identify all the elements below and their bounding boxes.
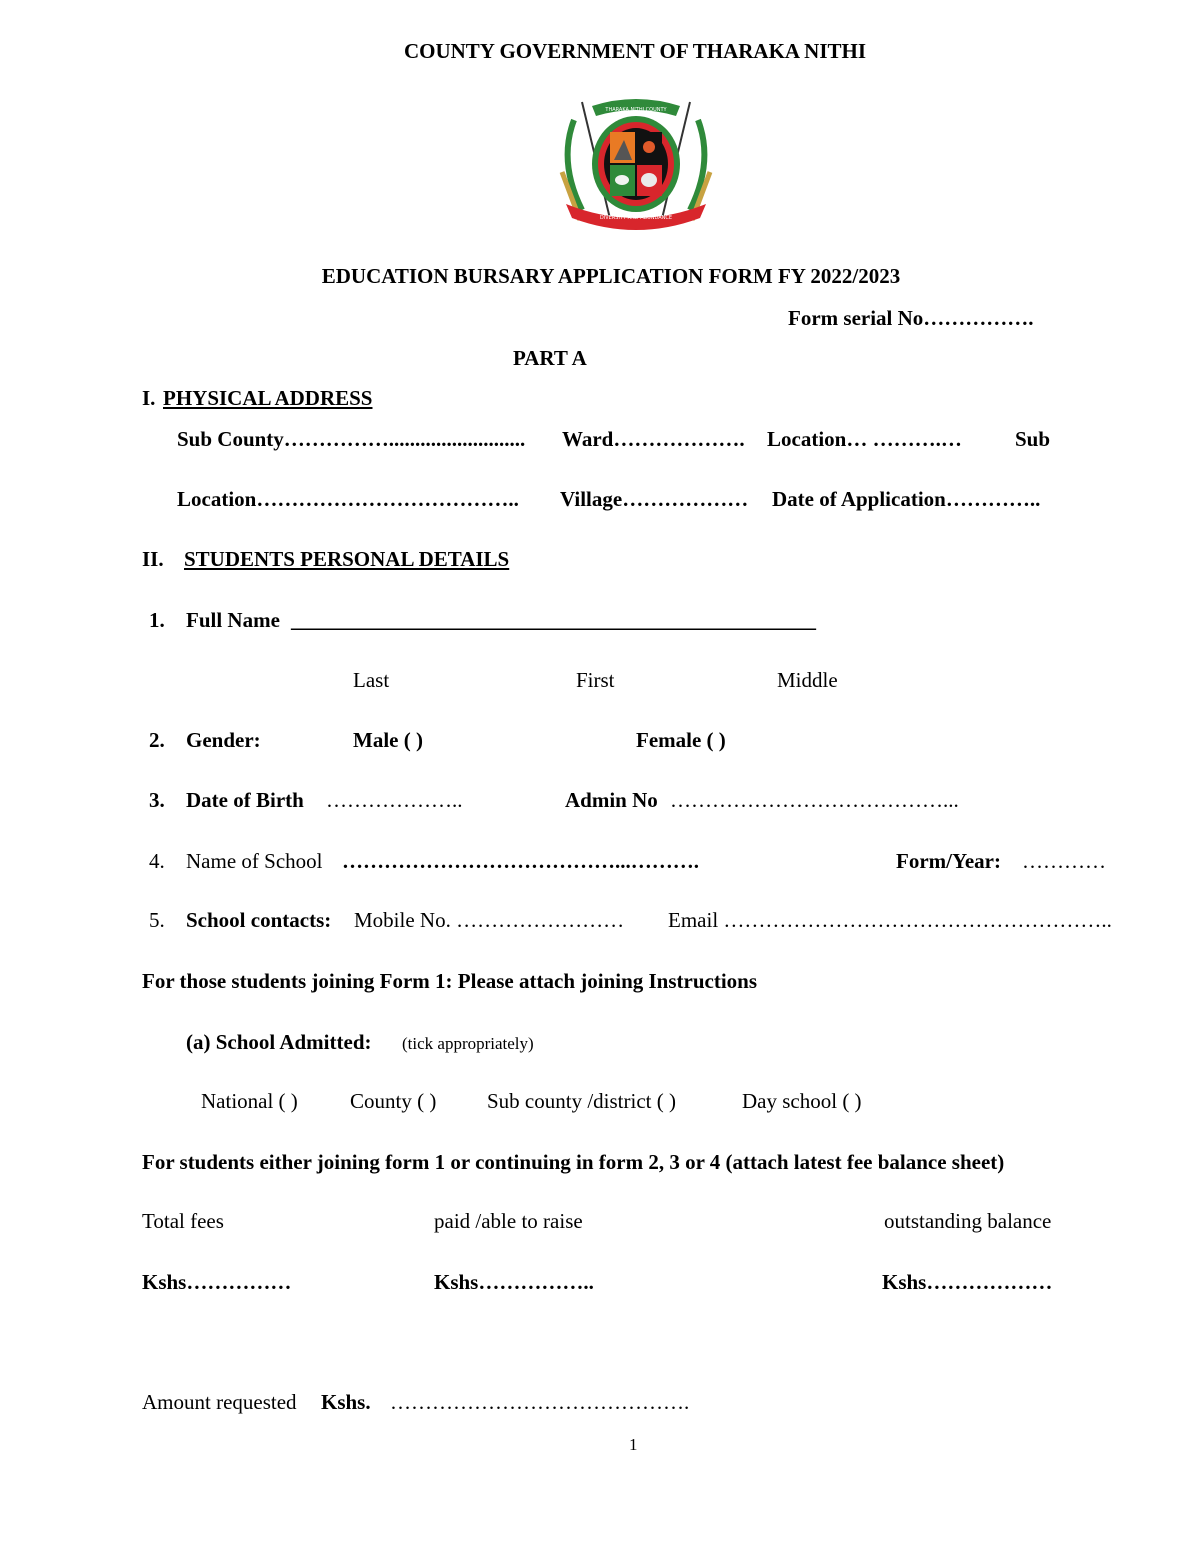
logo-banner-text: THARAKA NITHI COUNTY <box>605 107 667 113</box>
form-serial-no[interactable]: Form serial No……………. <box>788 306 1034 330</box>
sub-county-field[interactable]: Sub County…………….......................... <box>177 427 526 451</box>
village-field[interactable]: Village……………… <box>560 487 749 511</box>
form-year-field[interactable]: ………… <box>1022 849 1106 873</box>
gender-male-option[interactable]: Male ( ) <box>353 728 423 752</box>
sub-location-field[interactable]: Location……………………………….. <box>177 487 519 511</box>
section-2-heading: STUDENTS PERSONAL DETAILS <box>184 547 510 571</box>
name-middle-caption: Middle <box>777 668 838 692</box>
fees-note: For students either joining form 1 or continuing in form 2, 3 or 4 (attach latest fee balance sheet) <box>142 1150 1005 1174</box>
amount-requested-field[interactable]: ……………………………………. <box>390 1390 690 1414</box>
date-of-birth-field[interactable]: ……………….. <box>326 788 463 812</box>
paid-header: paid /able to raise <box>434 1209 583 1233</box>
amount-requested-currency: Kshs. <box>321 1390 371 1414</box>
school-type-national[interactable]: National ( ) <box>201 1089 298 1113</box>
county-title: COUNTY GOVERNMENT OF THARAKA NITHI <box>403 39 867 63</box>
amount-requested-label: Amount requested <box>142 1390 297 1414</box>
full-name-input-line[interactable]: __________________________________________________ <box>291 608 816 632</box>
admin-no-field[interactable]: …………………………………... <box>670 788 959 812</box>
tick-appropriately-hint: (tick appropriately) <box>402 1034 534 1053</box>
school-contacts-label: School contacts: <box>186 908 332 932</box>
email-field[interactable]: Email ……………………………………………….. <box>668 908 1112 932</box>
outstanding-balance-field[interactable]: Kshs……………… <box>882 1270 1053 1294</box>
form-year-label: Form/Year: <box>896 849 1001 873</box>
part-a-title: PART A <box>513 346 587 370</box>
form-1-note: For those students joining Form 1: Please attach joining Instructions <box>142 969 758 993</box>
page-number: 1 <box>629 1435 638 1454</box>
item-3-number: 3. <box>149 788 165 812</box>
name-last-caption: Last <box>353 668 390 692</box>
sub-location-label: Sub <box>1015 427 1051 451</box>
name-first-caption: First <box>576 668 615 692</box>
item-2-number: 2. <box>149 728 165 752</box>
school-name-field[interactable]: …………………………………...………. <box>342 849 699 873</box>
full-name-label: Full Name <box>186 608 280 632</box>
school-type-sub-county[interactable]: Sub county /district ( ) <box>487 1089 676 1113</box>
section-1-heading: PHYSICAL ADDRESS <box>163 386 373 410</box>
paid-field[interactable]: Kshs…………….. <box>434 1270 594 1294</box>
section-2-number: II. <box>142 547 164 571</box>
form-title: EDUCATION BURSARY APPLICATION FORM FY 2022/2023 <box>321 264 901 288</box>
item-1-number: 1. <box>149 608 165 632</box>
date-of-application-field[interactable]: Date of Application………….. <box>772 487 1041 511</box>
section-1-number: I. <box>142 386 156 410</box>
item-4-number: 4. <box>149 849 165 873</box>
total-fees-field[interactable]: Kshs…………… <box>142 1270 292 1294</box>
location-field[interactable]: Location… ……….… <box>767 427 962 451</box>
mobile-no-field[interactable]: Mobile No. …………………… <box>354 908 625 932</box>
ward-field[interactable]: Ward………………. <box>562 427 745 451</box>
outstanding-balance-header: outstanding balance <box>884 1209 1052 1233</box>
item-5-number: 5. <box>149 908 165 932</box>
admin-no-label: Admin No <box>565 788 658 812</box>
school-admitted-label: (a) School Admitted: <box>186 1030 372 1054</box>
school-name-label: Name of School <box>186 849 323 873</box>
school-type-day-school[interactable]: Day school ( ) <box>742 1089 862 1113</box>
county-coat-of-arms <box>552 92 720 234</box>
school-type-county[interactable]: County ( ) <box>350 1089 437 1113</box>
gender-female-option[interactable]: Female ( ) <box>636 728 726 752</box>
logo-motto: DIVERSITY AND ABUNDANCE <box>599 215 673 221</box>
gender-label: Gender: <box>186 728 261 752</box>
date-of-birth-label: Date of Birth <box>186 788 304 812</box>
total-fees-header: Total fees <box>142 1209 224 1233</box>
